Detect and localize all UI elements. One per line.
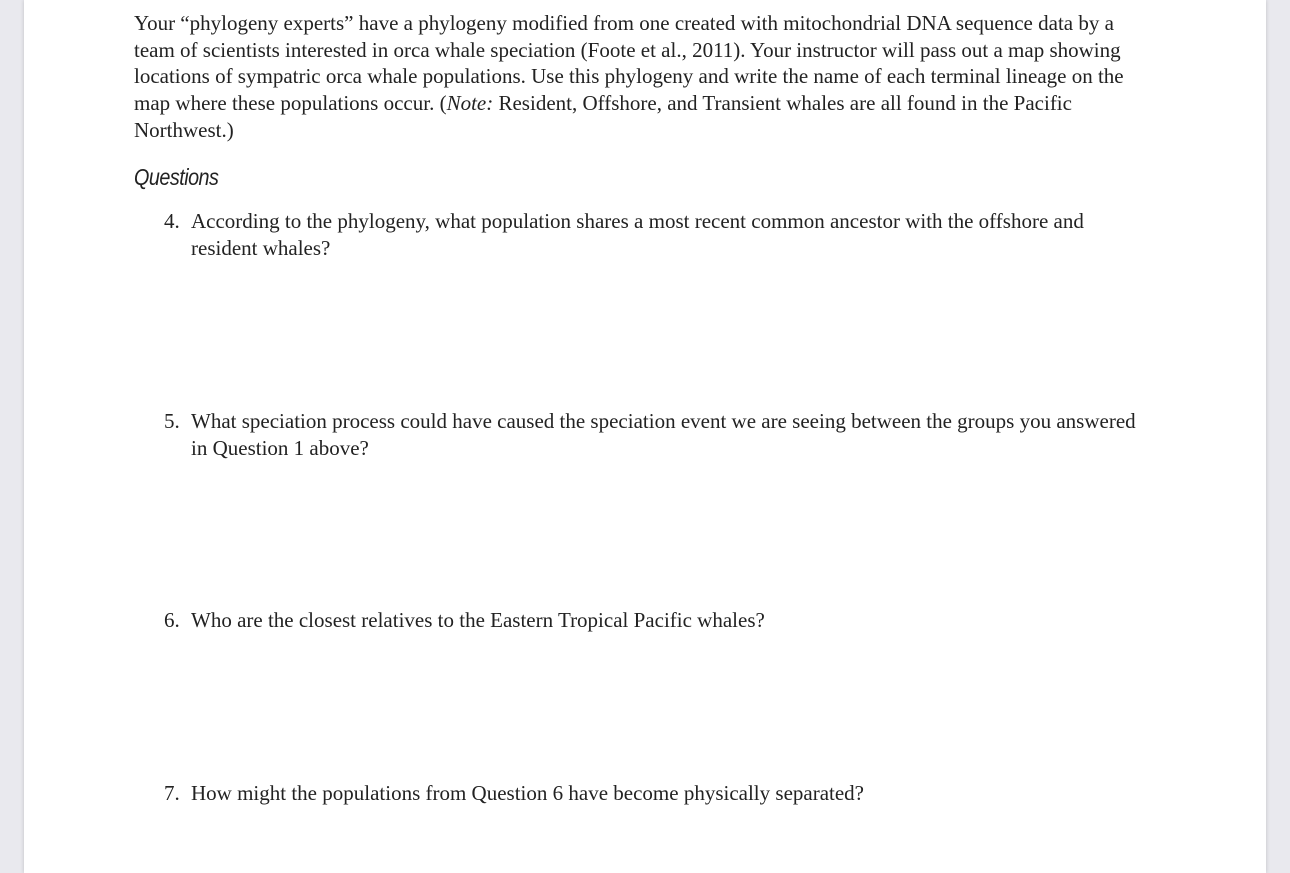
question-number: 4. — [164, 209, 180, 233]
note-label: Note: — [446, 91, 494, 116]
question-6 — [164, 607, 1154, 634]
question-7 — [164, 780, 1154, 807]
question-number: 6. — [164, 608, 180, 632]
intro-text-part2: Resident, Offshore, and Transient whales are all found in the Pacific Northwest.) — [134, 91, 1072, 142]
question-5 — [164, 408, 1154, 461]
question-text: According to the phylogeny, what population shares a most recent common ancestor with the offshore and resident whales? — [191, 209, 1084, 260]
question-text: Who are the closest relatives to the Eastern Tropical Pacific whales? — [191, 608, 765, 632]
question-text: What speciation process could have caused the speciation event we are seeing between the groups you answered in Question 1 above? — [191, 409, 1136, 460]
document-page — [24, 0, 1266, 873]
question-text: How might the populations from Question 6 have become physically separated? — [191, 781, 864, 805]
question-number: 7. — [164, 781, 180, 805]
question-number: 5. — [164, 409, 180, 433]
question-4 — [164, 208, 1154, 261]
intro-text-part1: Your “phylogeny experts” have a phylogeny modified from one created with mitochondrial DNA sequence data by a team of scientists interested in orca whale speciation (Foote et al., 2011). Your instructor will pass out a map showing locations of sympatric orca whale populations. Use this phylogeny and write the name of each terminal lineage on the map where these populations occur. ( — [134, 11, 1124, 116]
intro-paragraph — [134, 10, 1154, 144]
questions-heading: Questions — [134, 164, 219, 190]
